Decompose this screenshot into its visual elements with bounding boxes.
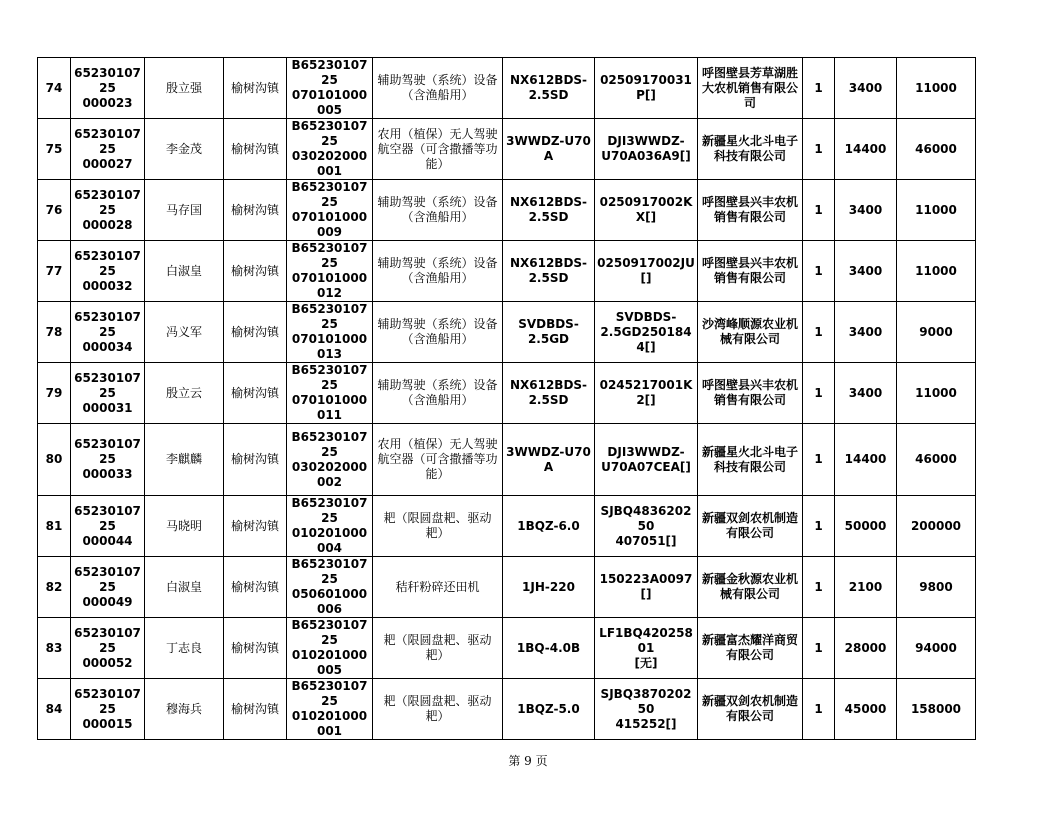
cell-vendor: 新疆星火北斗电子科技有限公司 [698,119,803,180]
cell-item: 耙（限圆盘耙、驱动耙） [373,679,503,740]
cell-code: B6523010725 030202000001 [287,119,373,180]
cell-model: NX612BDS- 2.5SD [503,58,595,119]
cell-town: 榆树沟镇 [224,557,287,618]
cell-subsidy: 3400 [835,363,897,424]
cell-price: 11000 [897,241,976,302]
cell-id: 6523010725 000028 [71,180,145,241]
cell-seq: 77 [38,241,71,302]
cell-price: 46000 [897,424,976,496]
cell-id: 6523010725 000015 [71,679,145,740]
cell-name: 冯义军 [145,302,224,363]
table-row [38,363,976,424]
cell-id: 6523010725 000027 [71,119,145,180]
cell-price: 11000 [897,180,976,241]
cell-qty: 1 [803,119,835,180]
cell-town: 榆树沟镇 [224,302,287,363]
table-row [38,302,976,363]
cell-seq: 80 [38,424,71,496]
cell-model: SVDBDS- 2.5GD [503,302,595,363]
cell-id: 6523010725 000044 [71,496,145,557]
cell-id: 6523010725 000032 [71,241,145,302]
cell-model: NX612BDS- 2.5SD [503,241,595,302]
cell-qty: 1 [803,496,835,557]
cell-serial: DJI3WWDZ- U70A07CEA[] [595,424,698,496]
cell-serial: SJBQ483620250 407051[] [595,496,698,557]
table-row [38,241,976,302]
cell-price: 200000 [897,496,976,557]
cell-qty: 1 [803,302,835,363]
cell-town: 榆树沟镇 [224,363,287,424]
cell-seq: 83 [38,618,71,679]
cell-town: 榆树沟镇 [224,119,287,180]
table-row [38,119,976,180]
cell-code: B6523010725 010201000004 [287,496,373,557]
table-row [38,557,976,618]
cell-subsidy: 3400 [835,302,897,363]
cell-vendor: 新疆金秋源农业机械有限公司 [698,557,803,618]
cell-name: 马晓明 [145,496,224,557]
cell-serial: DJI3WWDZ- U70A036A9[] [595,119,698,180]
cell-qty: 1 [803,180,835,241]
cell-model: 3WWDZ-U70A [503,119,595,180]
cell-code: B6523010725 070101000005 [287,58,373,119]
cell-seq: 82 [38,557,71,618]
cell-town: 榆树沟镇 [224,424,287,496]
cell-price: 94000 [897,618,976,679]
cell-vendor: 沙湾峰顺源农业机械有限公司 [698,302,803,363]
cell-qty: 1 [803,557,835,618]
cell-qty: 1 [803,424,835,496]
cell-subsidy: 14400 [835,119,897,180]
cell-subsidy: 2100 [835,557,897,618]
cell-code: B6523010725 070101000013 [287,302,373,363]
cell-name: 白淑皇 [145,557,224,618]
cell-price: 11000 [897,363,976,424]
cell-serial: 0245217001K2[] [595,363,698,424]
cell-vendor: 呼图壁县兴丰农机销售有限公司 [698,180,803,241]
cell-price: 11000 [897,58,976,119]
cell-seq: 78 [38,302,71,363]
cell-code: B6523010725 010201000005 [287,618,373,679]
cell-model: 1JH-220 [503,557,595,618]
cell-serial: LF1BQ42025801 [无] [595,618,698,679]
cell-code: B6523010725 070101000011 [287,363,373,424]
cell-code: B6523010725 070101000012 [287,241,373,302]
cell-model: NX612BDS- 2.5SD [503,180,595,241]
cell-qty: 1 [803,58,835,119]
cell-subsidy: 28000 [835,618,897,679]
cell-item: 辅助驾驶（系统）设备（含渔船用） [373,363,503,424]
cell-name: 马存国 [145,180,224,241]
cell-name: 穆海兵 [145,679,224,740]
cell-name: 白淑皇 [145,241,224,302]
cell-vendor: 呼图壁县兴丰农机销售有限公司 [698,241,803,302]
cell-town: 榆树沟镇 [224,679,287,740]
cell-serial: 150223A0097[] [595,557,698,618]
cell-id: 6523010725 000023 [71,58,145,119]
cell-item: 农用（植保）无人驾驶航空器（可含撒播等功能） [373,424,503,496]
cell-seq: 84 [38,679,71,740]
cell-code: B6523010725 070101000009 [287,180,373,241]
cell-model: NX612BDS- 2.5SD [503,363,595,424]
cell-qty: 1 [803,363,835,424]
cell-item: 辅助驾驶（系统）设备（含渔船用） [373,302,503,363]
cell-serial: 02509170031P[] [595,58,698,119]
cell-serial: SJBQ387020250 415252[] [595,679,698,740]
cell-item: 农用（植保）无人驾驶航空器（可含撒播等功能） [373,119,503,180]
cell-price: 46000 [897,119,976,180]
cell-serial: 0250917002KX[] [595,180,698,241]
cell-model: 1BQZ-5.0 [503,679,595,740]
cell-code: B6523010725 050601000006 [287,557,373,618]
cell-town: 榆树沟镇 [224,496,287,557]
cell-seq: 75 [38,119,71,180]
cell-vendor: 新疆双剑农机制造有限公司 [698,679,803,740]
cell-vendor: 新疆双剑农机制造有限公司 [698,496,803,557]
cell-item: 秸秆粉碎还田机 [373,557,503,618]
cell-serial: 0250917002JU[] [595,241,698,302]
cell-serial: SVDBDS- 2.5GD2501844[] [595,302,698,363]
cell-qty: 1 [803,241,835,302]
cell-name: 李麒麟 [145,424,224,496]
page-number: 第 9 页 [508,754,548,768]
table-row [38,180,976,241]
cell-vendor: 呼图壁县芳草湖胜大农机销售有限公司 [698,58,803,119]
cell-code: B6523010725 030202000002 [287,424,373,496]
cell-code: B6523010725 010201000001 [287,679,373,740]
subsidy-table [37,57,976,740]
cell-id: 6523010725 000049 [71,557,145,618]
cell-subsidy: 45000 [835,679,897,740]
cell-item: 辅助驾驶（系统）设备（含渔船用） [373,58,503,119]
cell-id: 6523010725 000031 [71,363,145,424]
cell-seq: 81 [38,496,71,557]
cell-name: 殷立强 [145,58,224,119]
cell-id: 6523010725 000034 [71,302,145,363]
table-row [38,424,976,496]
cell-name: 丁志良 [145,618,224,679]
cell-town: 榆树沟镇 [224,618,287,679]
cell-town: 榆树沟镇 [224,58,287,119]
cell-model: 3WWDZ-U70A [503,424,595,496]
cell-item: 耙（限圆盘耙、驱动耙） [373,496,503,557]
cell-subsidy: 50000 [835,496,897,557]
cell-price: 9000 [897,302,976,363]
cell-seq: 76 [38,180,71,241]
cell-seq: 79 [38,363,71,424]
table-row [38,679,976,740]
cell-subsidy: 3400 [835,241,897,302]
cell-vendor: 新疆富杰耀洋商贸有限公司 [698,618,803,679]
cell-vendor: 新疆星火北斗电子科技有限公司 [698,424,803,496]
cell-town: 榆树沟镇 [224,180,287,241]
table-row [38,618,976,679]
cell-item: 辅助驾驶（系统）设备（含渔船用） [373,180,503,241]
cell-subsidy: 3400 [835,180,897,241]
cell-price: 158000 [897,679,976,740]
cell-model: 1BQZ-6.0 [503,496,595,557]
cell-subsidy: 3400 [835,58,897,119]
cell-price: 9800 [897,557,976,618]
cell-item: 耙（限圆盘耙、驱动耙） [373,618,503,679]
cell-id: 6523010725 000052 [71,618,145,679]
cell-qty: 1 [803,679,835,740]
cell-id: 6523010725 000033 [71,424,145,496]
cell-seq: 74 [38,58,71,119]
cell-item: 辅助驾驶（系统）设备（含渔船用） [373,241,503,302]
table-row [38,58,976,119]
table-row [38,496,976,557]
cell-qty: 1 [803,618,835,679]
cell-subsidy: 14400 [835,424,897,496]
cell-vendor: 呼图壁县兴丰农机销售有限公司 [698,363,803,424]
cell-name: 李金茂 [145,119,224,180]
cell-model: 1BQ-4.0B [503,618,595,679]
cell-town: 榆树沟镇 [224,241,287,302]
cell-name: 殷立云 [145,363,224,424]
